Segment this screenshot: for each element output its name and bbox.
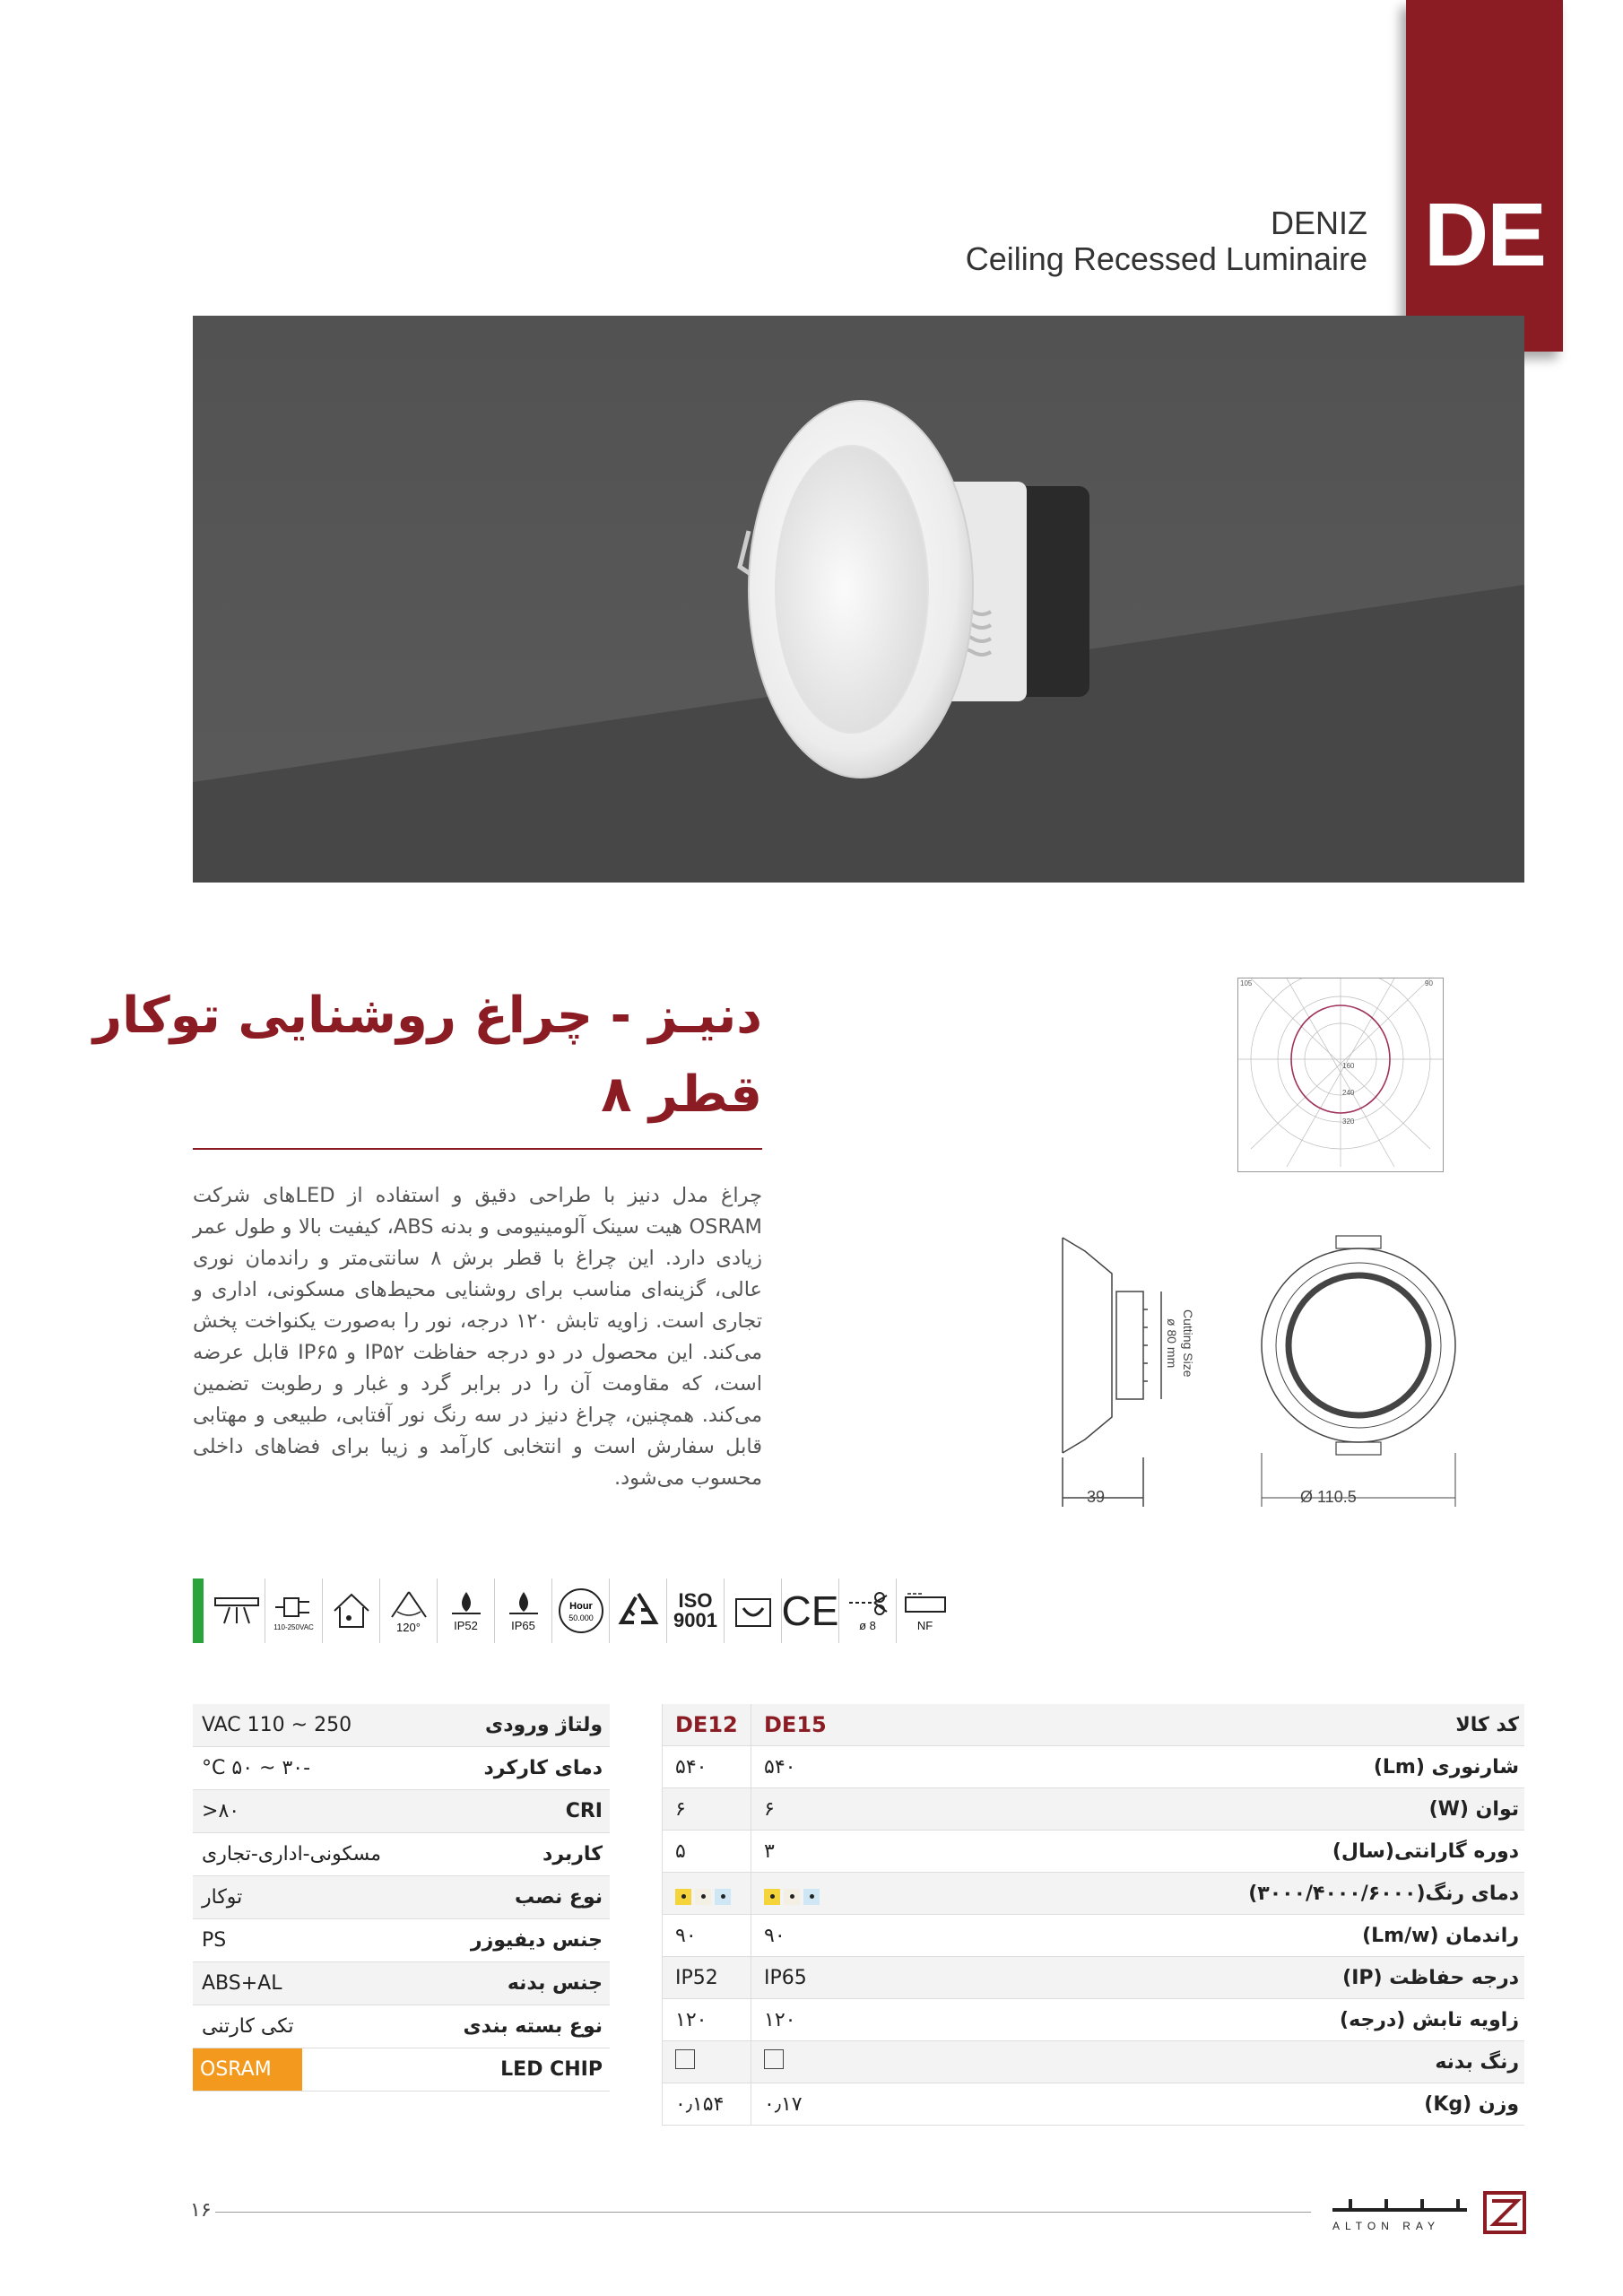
table-row: IP52 IP65 درجه حفاظت (IP) — [663, 1957, 1525, 1999]
dimension-drawing — [1031, 1211, 1462, 1525]
spec-row: تکی کارتنی نوع بسته بندی — [193, 2005, 610, 2048]
table-row: دمای رنگ(۳۰۰۰/۴۰۰۰/۶۰۰۰) — [663, 1873, 1525, 1915]
spec-row: PS جنس دیفیوزر — [193, 1919, 610, 1962]
table-row: ۵ ۳ دوره گارانتی(سال) — [663, 1831, 1525, 1873]
ce-icon: CE — [782, 1578, 839, 1643]
spec-row: توکار نوع نصب — [193, 1876, 610, 1919]
spec-row: 250 ~ 110 VAC ولتاژ ورودی — [193, 1704, 610, 1747]
section-code: DE — [1424, 185, 1545, 285]
table-row: ۶ ۶ توان (W) — [663, 1788, 1525, 1831]
polar-ring-label: 160 — [1342, 1062, 1355, 1070]
polar-ring-label: 240 — [1342, 1089, 1355, 1097]
brand-name: ALTON RAY — [1332, 2220, 1441, 2232]
table-row: DE12 DE15 کد کالا — [663, 1704, 1525, 1746]
plug-icon: 110-250VAC — [265, 1578, 323, 1643]
title-divider — [193, 1148, 762, 1150]
polar-ring-label: 320 — [1342, 1118, 1355, 1126]
diameter-dimension: Ø 110.5 — [1300, 1488, 1357, 1506]
product-table — [662, 1704, 1524, 2126]
table-row: ۵۴۰ ۵۴۰ شارنوری (Lm) — [663, 1746, 1525, 1788]
brand-logo — [1324, 2190, 1530, 2235]
svg-text:Hour: Hour — [568, 1601, 593, 1612]
cut-size: ø 80 mm — [1165, 1318, 1179, 1369]
beam-icon — [208, 1578, 265, 1643]
depth-dimension: 39 — [1087, 1488, 1106, 1506]
iso-icon: ISO 9001 — [667, 1578, 725, 1643]
accent-bar — [193, 1578, 204, 1643]
osram-badge: OSRAM — [193, 2048, 302, 2091]
ip65-icon: IP65 — [495, 1578, 552, 1643]
table-row: ۹۰ ۹۰ راندمان (Lm/w) — [663, 1915, 1525, 1957]
body-color-swatch — [764, 2049, 784, 2069]
spec-row: OSRAM LED CHIP — [193, 2048, 610, 2092]
product-photo — [193, 316, 1524, 883]
svg-text:50.000: 50.000 — [568, 1613, 594, 1622]
product-description: چراغ مدل دنیز با طراحی دقیق و استفاده از LEDهای شرکت OSRAM هیت سینک آلومینیومی و بدنه ABS، کیفیت بالا و طول عمر زیادی دارد. این چراغ با قطر برش ۸ سانتی‌متر و راندمان نوری عالی، گزینه‌ای مناسب برای روشنایی محیط‌های مسکونی، اداری و تجاری است. زاویه تابش ۱۲۰ درجه، نور را به‌صورت یکنواخت پخش می‌کند. این محصول در دو درجه حفاظت IP۵۲ و IP۶۵ قابل عرضه است، که مقاومت آن را در برابر گرد و غبار و رطوبت تضمین می‌کند. همچنین، چراغ دنیز در سه رنگ نور آفتابی، طبیعی و مهتابی قابل سفارش است و انتخابی کارآمد و زیبا برای فضاهای داخلی محسوب می‌شود. — [193, 1184, 763, 1490]
recycle-icon — [610, 1578, 667, 1643]
polar-tick: 90 — [1425, 979, 1433, 987]
nf-icon: NF — [897, 1578, 953, 1643]
spec-row: -۳۰ ~ ۵۰ C° دمای کارکرد — [193, 1747, 610, 1790]
table-row: رنگ بدنه — [663, 2041, 1525, 2083]
page-number: ۱۶ — [190, 2199, 212, 2222]
feature-icons — [208, 1578, 953, 1643]
polar-tick: 105 — [1240, 979, 1253, 987]
indoor-icon — [323, 1578, 380, 1643]
body-color-swatch — [675, 2049, 695, 2069]
product-name: DENIZ — [1271, 204, 1367, 241]
ip52-icon: IP52 — [438, 1578, 495, 1643]
spec-row: ABS+AL جنس بدنه — [193, 1962, 610, 2005]
section-tab — [1406, 0, 1563, 352]
spec-table — [193, 1704, 610, 2092]
color-temp-dots — [764, 1889, 820, 1905]
cut-icon: ø 8 — [839, 1578, 897, 1643]
spec-row: ۸۰< CRI — [193, 1790, 610, 1833]
product-subtitle: Ceiling Recessed Luminaire — [965, 240, 1367, 277]
page-title-size: قطر ۸ — [601, 1065, 762, 1124]
cut-label: Cutting Size — [1181, 1309, 1195, 1378]
table-row: ۰٫۱۵۴ ۰٫۱۷ وزن (Kg) — [663, 2083, 1525, 2126]
table-row: ۱۲۰ ۱۲۰ زاویه تابش (درجه) — [663, 1999, 1525, 2041]
footer-divider — [215, 2212, 1311, 2213]
page-title: دنیـز - چراغ روشنایی توکار — [92, 987, 762, 1045]
color-temp-dots — [675, 1889, 731, 1905]
angle-icon: 120° — [380, 1578, 438, 1643]
spec-row: مسکونی-اداری-تجاری کاربرد — [193, 1833, 610, 1876]
polar-diagram — [1237, 978, 1444, 1172]
standard-icon — [725, 1578, 782, 1643]
hour-icon — [552, 1578, 610, 1643]
